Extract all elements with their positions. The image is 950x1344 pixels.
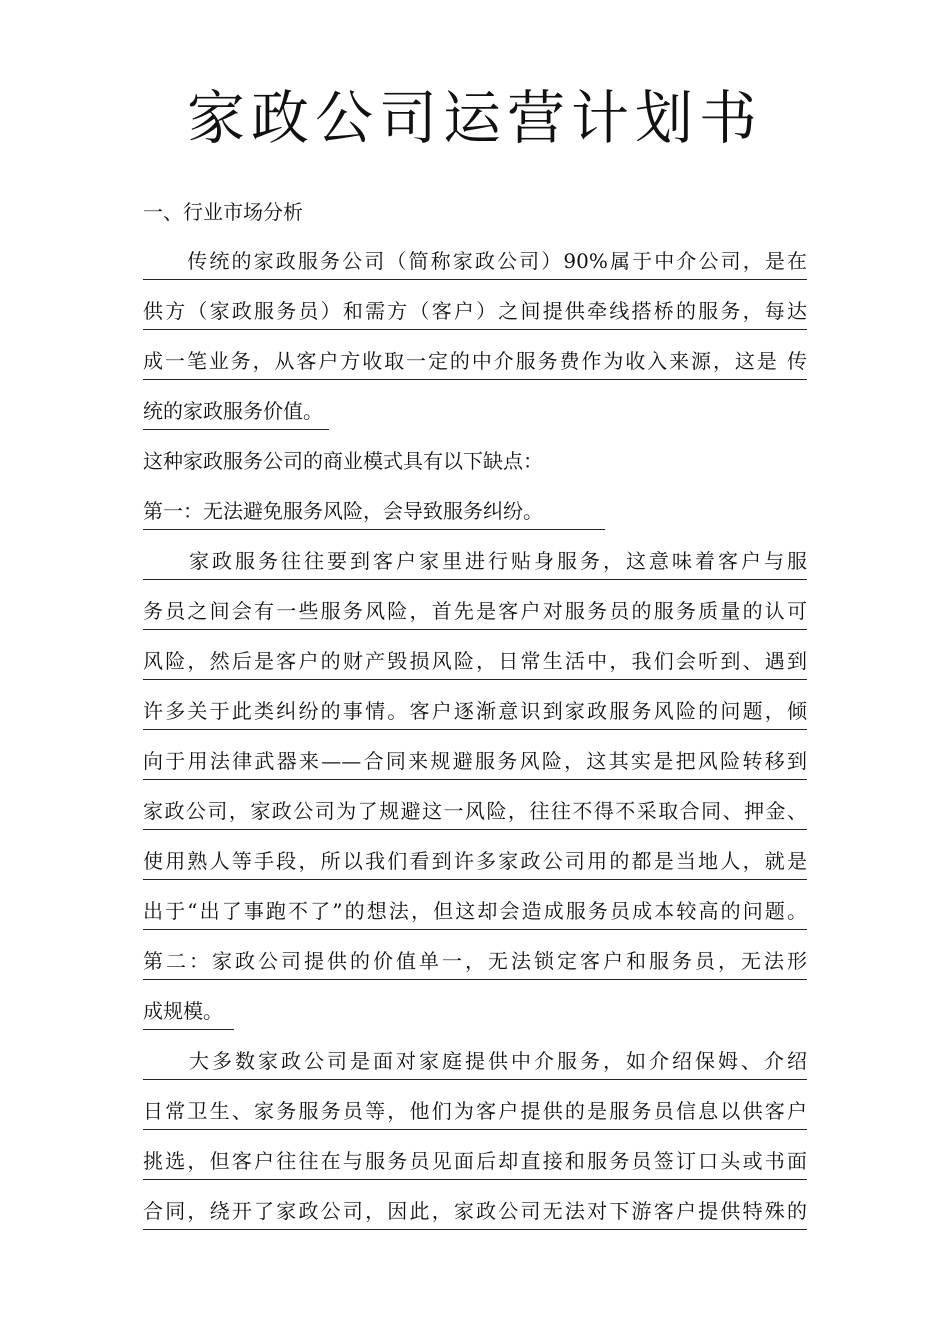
section-heading: 一、行业市场分析 xyxy=(143,200,303,224)
paragraph-line: 传统的家政服务公司（简称家政公司）90%属于中介公司，是在 xyxy=(143,242,807,280)
paragraph-line: 日常卫生、家务服务员等，他们为客户提供的是服务员信息以供客户 xyxy=(143,1092,807,1130)
paragraph-line: 家政公司，家政公司为了规避这一风险，往往不得不采取合同、押金、 xyxy=(143,792,807,830)
paragraph-line: 统的家政服务价值。 xyxy=(143,392,329,430)
point-heading: 第一：无法避免服务风险，会导致服务纠纷。 xyxy=(143,492,605,530)
paragraph-line: 向于用法律武器来——合同来规避服务风险，这其实是把风险转移到 xyxy=(143,742,807,780)
paragraph-line: 供方（家政服务员）和需方（客户）之间提供牵线搭桥的服务，每达 xyxy=(143,292,807,330)
point-heading: 成规模。 xyxy=(143,992,234,1030)
paragraph-line: 使用熟人等手段，所以我们看到许多家政公司用的都是当地人，就是 xyxy=(143,842,807,880)
paragraph-line: 出于“出了事跑不了”的想法，但这却会造成服务员成本较高的问题。 xyxy=(143,892,807,930)
paragraph-line: 大多数家政公司是面对家庭提供中介服务，如介绍保姆、介绍 xyxy=(143,1042,807,1080)
paragraph-line: 家政服务往往要到客户家里进行贴身服务，这意味着客户与服 xyxy=(143,542,807,580)
paragraph-line: 风险，然后是客户的财产毁损风险，日常生活中，我们会听到、遇到 xyxy=(143,642,807,680)
intro-line: 这种家政服务公司的商业模式具有以下缺点： xyxy=(143,449,543,473)
paragraph-line: 成一笔业务，从客户方收取一定的中介服务费作为收入来源，这是 传 xyxy=(143,342,807,380)
paragraph-line: 合同，绕开了家政公司，因此，家政公司无法对下游客户提供特殊的 xyxy=(143,1192,807,1230)
paragraph-line: 许多关于此类纠纷的事情。客户逐渐意识到家政服务风险的问题，倾 xyxy=(143,692,807,730)
document-title: 家政公司运营计划书 xyxy=(186,84,763,152)
paragraph-line: 挑选，但客户往往在与服务员见面后却直接和服务员签订口头或书面 xyxy=(143,1142,807,1180)
paragraph-line: 务员之间会有一些服务风险，首先是客户对服务员的服务质量的认可 xyxy=(143,592,807,630)
point-heading: 第二：家政公司提供的价值单一，无法锁定客户和服务员，无法形 xyxy=(143,942,807,980)
